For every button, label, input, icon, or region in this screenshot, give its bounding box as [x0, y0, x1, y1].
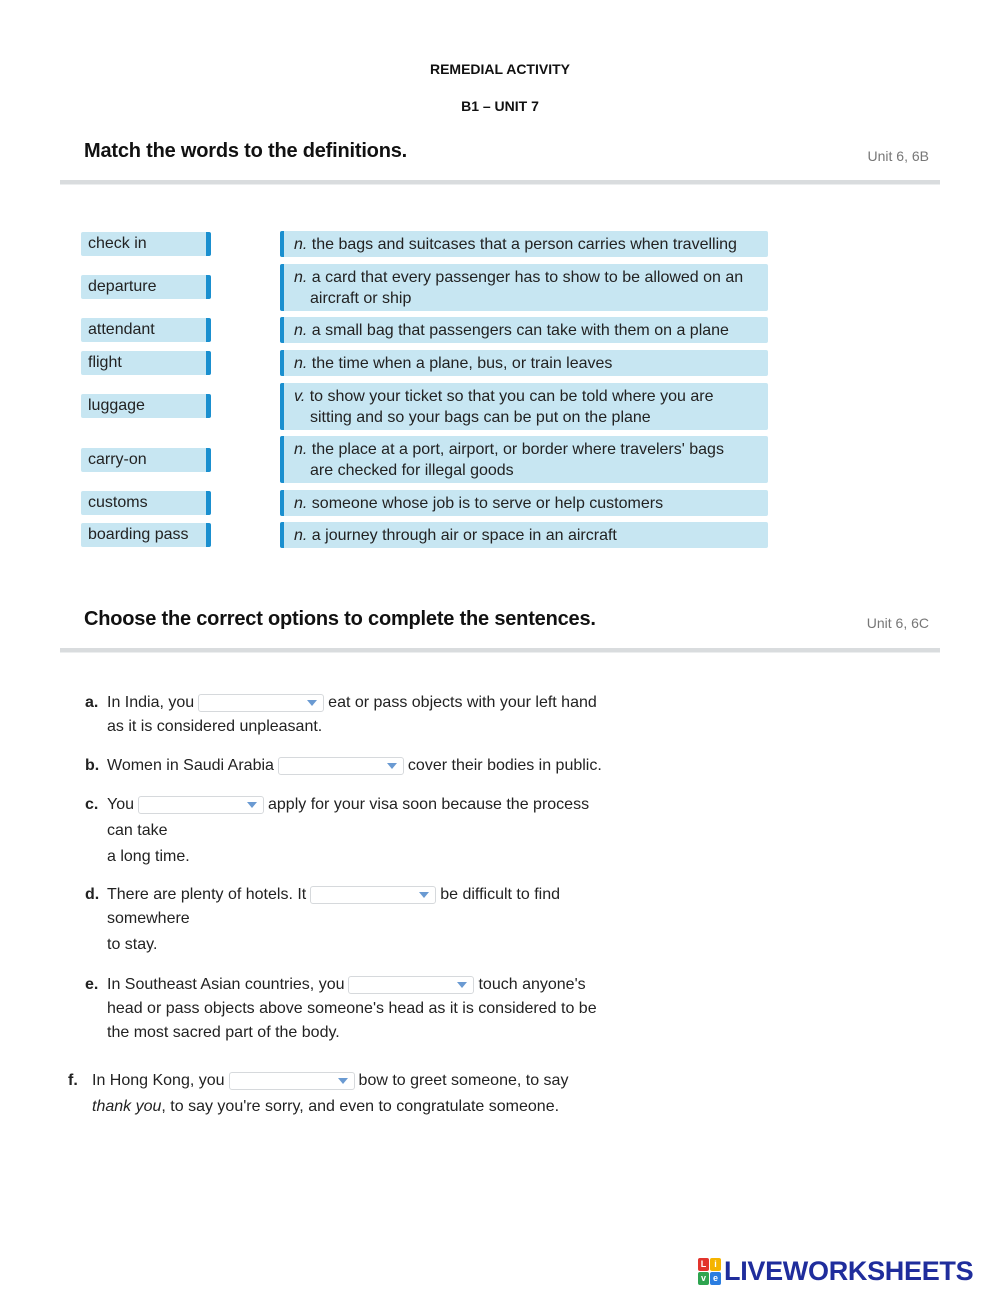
sentence-text-italic: thank you — [92, 1098, 162, 1115]
definition-card[interactable] — [280, 231, 768, 257]
sentence-text: You — [107, 796, 134, 813]
definition-text: the bags and suitcases that a person carries when travelling — [311, 236, 737, 253]
section2-ref: Unit 6, 6C — [866, 615, 929, 631]
definition-card[interactable] — [280, 317, 768, 343]
sentence-text: bow to greet someone, to say — [358, 1072, 569, 1089]
chevron-down-icon — [338, 1078, 348, 1084]
definition-text-cont: sitting and so your bags can be put on the plane — [310, 409, 651, 426]
definition-card[interactable] — [280, 436, 768, 483]
word-card[interactable]: customs — [81, 491, 211, 515]
word-card[interactable]: carry-on — [81, 448, 211, 472]
answer-dropdown[interactable] — [138, 796, 264, 814]
sentence-text: eat or pass objects with your left hand — [328, 694, 597, 711]
word-card[interactable]: flight — [81, 351, 211, 375]
sentence-text-cont: somewhere — [107, 910, 190, 927]
chevron-down-icon — [419, 892, 429, 898]
sentence-text: cover their bodies in public. — [407, 757, 602, 774]
word-card[interactable]: boarding pass — [81, 523, 211, 547]
sentence-text: In Southeast Asian countries, you — [107, 976, 345, 993]
chevron-down-icon — [247, 802, 257, 808]
answer-dropdown[interactable] — [310, 886, 436, 904]
sentence-b — [85, 754, 645, 778]
sentence-label: c. — [85, 796, 99, 813]
logo-square: i — [710, 1258, 721, 1271]
sentence-e — [85, 973, 645, 1045]
definition-card[interactable] — [280, 264, 768, 311]
sentence-c — [85, 793, 645, 869]
definition-pos: n. — [294, 441, 308, 458]
answer-dropdown[interactable] — [348, 976, 474, 994]
logo-square: L — [698, 1258, 709, 1271]
sentence-text-cont: a long time. — [107, 848, 190, 865]
section1-title: Match the words to the definitions. — [84, 140, 408, 162]
definition-text: a card that every passenger has to show to be allowed on an — [311, 269, 744, 286]
sentence-text-cont: head or pass objects above someone's head as it is considered to be — [107, 1000, 597, 1017]
word-card[interactable]: attendant — [81, 318, 211, 342]
word-card[interactable]: check in — [81, 232, 211, 256]
definition-text: to show your ticket so that you can be told where you are — [309, 388, 714, 405]
sentence-text-cont: can take — [107, 822, 168, 839]
sentence-label: a. — [85, 694, 99, 711]
definition-card[interactable] — [280, 350, 768, 376]
definition-text: someone whose job is to serve or help customers — [311, 495, 664, 512]
word-card[interactable]: departure — [81, 275, 211, 299]
sentence-text: be difficult to find — [440, 886, 560, 903]
definition-pos: n. — [294, 355, 308, 372]
section1-divider — [60, 180, 940, 185]
definition-text: the time when a plane, bus, or train leaves — [311, 355, 613, 372]
logo-square: v — [698, 1272, 709, 1285]
section2-divider — [60, 648, 940, 653]
logo-text: LIVEWORKSHEETS — [724, 1255, 974, 1286]
sentence-text: apply for your visa soon because the process — [268, 796, 590, 813]
sentence-d — [85, 883, 645, 957]
sentence-a — [85, 691, 645, 739]
answer-dropdown[interactable] — [198, 694, 324, 712]
sentence-text-cont: to stay. — [107, 936, 158, 953]
sentence-text-cont: the most sacred part of the body. — [107, 1024, 340, 1041]
section2-title: Choose the correct options to complete the sentences. — [84, 608, 596, 630]
logo-square: e — [710, 1272, 721, 1285]
sentence-label: f. — [68, 1072, 78, 1089]
definition-pos: v. — [294, 388, 306, 405]
definition-pos: n. — [294, 236, 308, 253]
definition-card[interactable] — [280, 383, 768, 430]
sentence-text-cont: as it is considered unpleasant. — [107, 718, 323, 735]
definition-text-cont: aircraft or ship — [310, 290, 412, 307]
page-subtitle: B1 – UNIT 7 — [461, 98, 539, 114]
sentence-label: b. — [85, 757, 100, 774]
answer-dropdown[interactable] — [229, 1072, 355, 1090]
definition-card[interactable] — [280, 522, 768, 548]
sentence-text: There are plenty of hotels. It — [107, 886, 307, 903]
definition-text: a journey through air or space in an aircraft — [311, 527, 617, 544]
page-title: REMEDIAL ACTIVITY — [429, 61, 570, 77]
definition-pos: n. — [294, 322, 308, 339]
logo-mark-icon — [698, 1258, 721, 1285]
sentence-text-cont: , to say you're sorry, and even to congratulate someone. — [161, 1098, 560, 1115]
sentence-label: d. — [85, 886, 100, 903]
sentence-f — [68, 1068, 648, 1120]
liveworksheets-logo[interactable] — [698, 1257, 973, 1285]
definition-card[interactable] — [280, 490, 768, 516]
sentence-text: In Hong Kong, you — [92, 1072, 225, 1089]
definition-text: a small bag that passengers can take with them on a plane — [311, 322, 729, 339]
chevron-down-icon — [387, 763, 397, 769]
sentence-text: Women in Saudi Arabia — [107, 757, 274, 774]
sentence-label: e. — [85, 976, 99, 993]
chevron-down-icon — [457, 982, 467, 988]
definition-text: the place at a port, airport, or border where travelers' bags — [311, 441, 724, 458]
definition-text-cont: are checked for illegal goods — [310, 462, 514, 479]
definition-pos: n. — [294, 269, 308, 286]
sentence-text: touch anyone's — [478, 976, 586, 993]
answer-dropdown[interactable] — [278, 757, 404, 775]
chevron-down-icon — [307, 700, 317, 706]
section1-ref: Unit 6, 6B — [867, 148, 929, 164]
sentence-text: In India, you — [107, 694, 195, 711]
definition-pos: n. — [294, 527, 308, 544]
word-card[interactable]: luggage — [81, 394, 211, 418]
definition-pos: n. — [294, 495, 308, 512]
